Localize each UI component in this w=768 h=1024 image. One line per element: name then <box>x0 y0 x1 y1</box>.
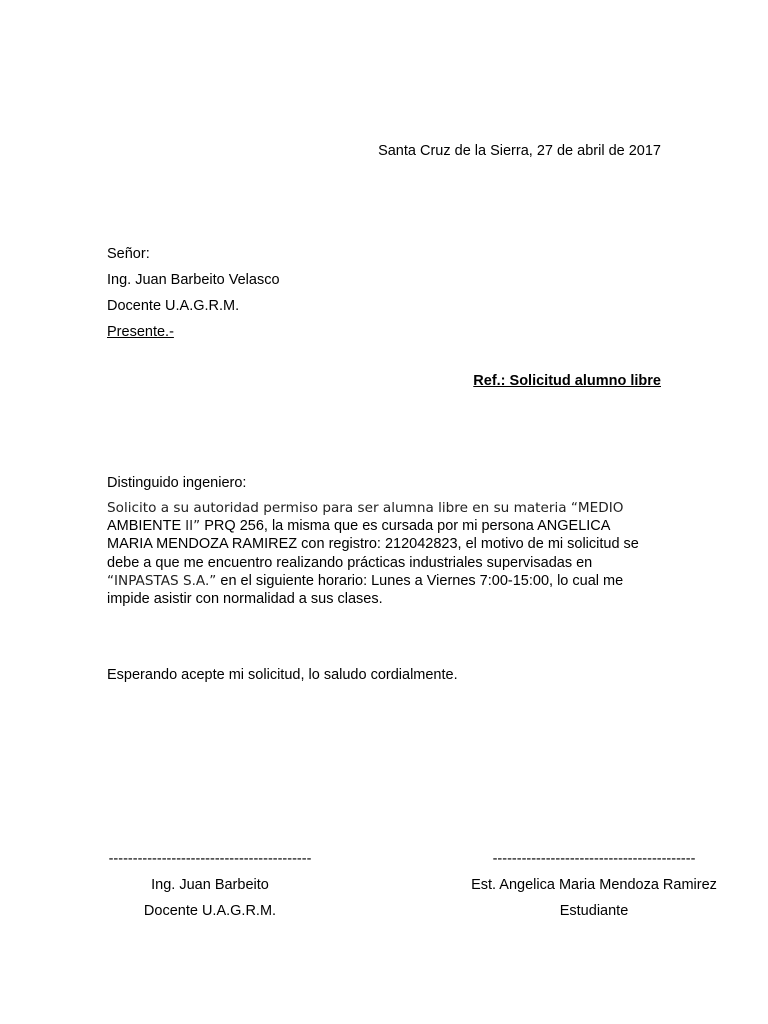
body-line-4: debe a que me encuentro realizando prácticas industriales supervisadas en <box>107 554 593 571</box>
recipient-name: Ing. Juan Barbeito Velasco <box>107 272 280 288</box>
signature-name: Est. Angelica Maria Mendoza Ramirez <box>471 877 717 893</box>
recipient-block <box>107 245 280 349</box>
body-line-2-part-a: AMBIENTE <box>107 518 186 535</box>
letter-body <box>107 499 667 608</box>
greeting: Distinguido ingeniero: <box>107 475 247 491</box>
signature-role: Estudiante <box>559 903 629 919</box>
place-date: Santa Cruz de la Sierra, 27 de abril de 2017 <box>378 143 661 159</box>
closing-line: Esperando acepte mi solicitud, lo saludo cordialmente. <box>107 667 458 683</box>
body-line-5-part-b: en el siguiente horario: Lunes a Viernes 7:00-15:00, lo cual me <box>216 572 624 589</box>
signature-block-teacher <box>104 851 316 928</box>
recipient-position: Docente U.A.G.R.M. <box>107 298 240 314</box>
body-line-1 <box>107 499 667 517</box>
signature-line: ------------------------------------------ <box>492 851 696 867</box>
body-line-3: MARIA MENDOZA RAMIREZ con registro: 212042823, el motivo de mi solicitud se <box>107 536 639 553</box>
body-line-2-part-c: PRQ 256, la misma que es cursada por mi persona ANGELICA <box>200 518 611 535</box>
signature-name: Ing. Juan Barbeito <box>151 877 269 893</box>
signature-block-student <box>464 851 724 928</box>
reference-line: Ref.: Solicitud alumno libre <box>473 373 661 389</box>
body-line-5 <box>107 572 667 590</box>
body-line-6: impide asistir con normalidad a sus clases. <box>107 591 383 608</box>
body-line-5-part-a: “INPASTAS S.A.” <box>107 572 217 589</box>
signature-line: ------------------------------------------ <box>108 851 312 867</box>
body-line-1-text: Solicito a su autoridad permiso para ser alumna libre en su materia “MEDIO <box>107 500 624 516</box>
body-line-2 <box>107 517 667 535</box>
body-line-2-part-b: II” <box>185 518 201 535</box>
recipient-salutation-title: Señor: <box>107 246 150 262</box>
signature-role: Docente U.A.G.R.M. <box>143 903 277 919</box>
recipient-presente: Presente.- <box>107 324 174 340</box>
